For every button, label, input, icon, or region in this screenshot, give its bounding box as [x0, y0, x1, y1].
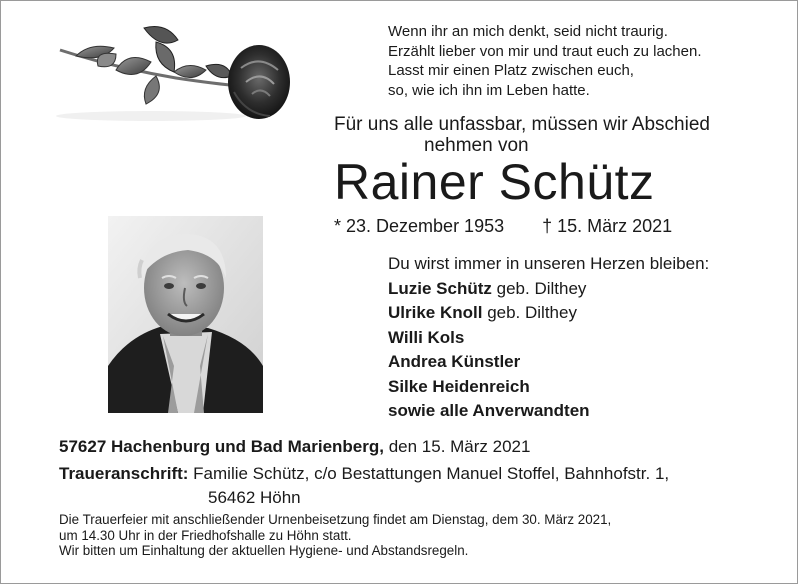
- mourner-name: Luzie Schütz: [388, 278, 492, 298]
- notice-line: um 14.30 Uhr in der Friedhofshalle zu Höhn statt.: [59, 527, 352, 543]
- intro-text: [334, 114, 734, 156]
- mourning-address: [59, 462, 669, 510]
- mourner-entry: [388, 277, 709, 302]
- mourner-entry: [388, 350, 709, 375]
- mourner-name: Silke Heidenreich: [388, 376, 530, 396]
- mourner-name: Andrea Künstler: [388, 352, 521, 371]
- poem: [388, 22, 702, 100]
- mourner-entry: [388, 301, 709, 326]
- death-date: † 15. März 2021: [542, 216, 673, 236]
- poem-line: Wenn ihr an mich denkt, seid nicht traurig.: [388, 23, 668, 40]
- life-dates: [334, 216, 672, 237]
- intro-line: nehmen von: [424, 135, 529, 156]
- address-line: Familie Schütz, c/o Bestattungen Manuel Stoffel, Bahnhofstr. 1,: [188, 464, 670, 483]
- birth-date: * 23. Dezember 1953: [334, 216, 505, 236]
- mourner-note: geb. Dilthey: [491, 278, 587, 298]
- mourner-name: Ulrike Knoll: [388, 303, 483, 322]
- address-line: 56462 Höhn: [208, 488, 301, 507]
- poem-line: so, wie ich ihn im Leben hatte.: [388, 81, 590, 99]
- location-line: [59, 437, 530, 457]
- funeral-notice: [59, 512, 611, 559]
- portrait-photo: [108, 216, 263, 413]
- mourner-name: sowie alle Anverwandten: [388, 401, 590, 420]
- mourner-note: geb. Dilthey: [482, 303, 577, 322]
- mourner-name: Willi Kols: [388, 327, 465, 347]
- notice-line: Wir bitten um Einhaltung der aktuellen Hygiene- und Abstandsregeln.: [59, 543, 469, 558]
- rose-icon: [56, 20, 301, 125]
- mourner-entry: [388, 375, 709, 400]
- portrait-illustration: [108, 216, 263, 413]
- deceased-name: Rainer Schütz: [334, 154, 655, 210]
- mourners-list: [388, 252, 709, 424]
- mourners-heading: Du wirst immer in unseren Herzen bleiben:: [388, 254, 710, 273]
- address-label: Traueranschrift:: [59, 464, 189, 483]
- mourner-entry: [388, 326, 709, 351]
- poem-line: Lasst mir einen Platz zwischen euch,: [388, 62, 634, 79]
- location-date: den 15. März 2021: [383, 437, 531, 456]
- intro-line: Für uns alle unfassbar, müssen wir Abschied: [334, 114, 710, 135]
- mourner-entry: [388, 399, 709, 424]
- poem-line: Erzählt lieber von mir und traut euch zu lachen.: [388, 42, 702, 60]
- location-place: 57627 Hachenburg und Bad Marienberg,: [59, 437, 384, 456]
- notice-line: Die Trauerfeier mit anschließender Urnenbeisetzung findet am Dienstag, dem 30. März 2021,: [59, 512, 612, 527]
